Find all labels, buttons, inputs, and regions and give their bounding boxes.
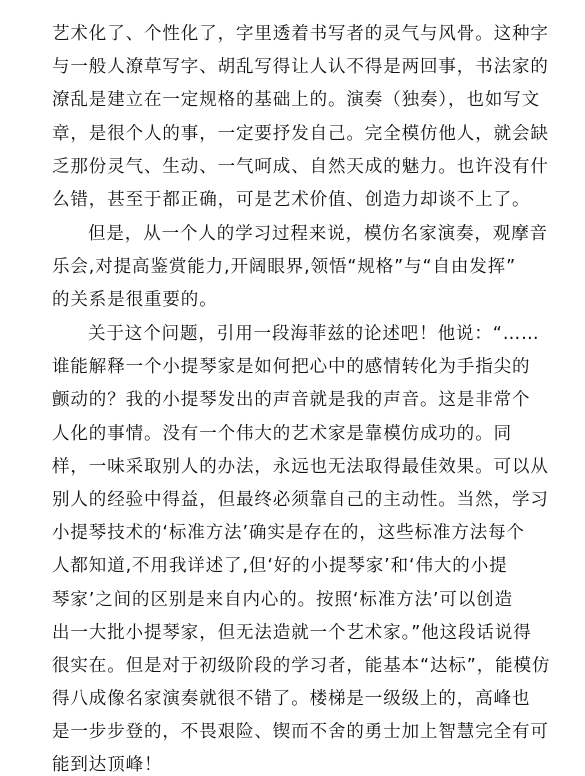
text-line: 章，是很个人的事，一定要抒发自己。完全模仿他人，就会缺 bbox=[52, 123, 549, 144]
text-line: 得八成像名家演奏就很不错了。楼梯是一级级上的，高峰也 bbox=[52, 689, 531, 710]
text-line: 小提琴技术的‘标准方法’确实是存在的，这些标准方法每个 bbox=[52, 523, 525, 544]
text-line: 关于这个问题，引用一段海菲兹的论述吧！他说：“…… bbox=[88, 324, 540, 344]
paragraph-2 bbox=[52, 218, 572, 318]
text-line: 潦乱是建立在一定规格的基础上的。演奏（独奏），也如写文 bbox=[52, 90, 541, 111]
text-line: 别人的经验中得益，但最终必须靠自己的主动性。当然，学习 bbox=[52, 489, 549, 510]
text-line: 艺术化了、个性化了，字里透着书写者的灵气与风骨。这种字 bbox=[52, 24, 549, 44]
text-line: 乐会,对提高鉴赏能力,开阔眼界,领悟“规格”与“自由发挥” bbox=[52, 257, 517, 278]
text-line: 人化的事情。没有一个伟大的艺术家是靠模仿成功的。同 bbox=[52, 423, 512, 444]
paragraph-3 bbox=[52, 318, 572, 776]
text-line: 人都知道,不用我详述了,但‘好的小提琴家’和‘伟大的小提 bbox=[52, 556, 508, 577]
text-line: 谁能解释一个小提琴家是如何把心中的感情转化为手指尖的 bbox=[52, 357, 531, 378]
text-line: 是一步步登的，不畏艰险、锲而不舍的勇士加上智慧完全有可 bbox=[52, 722, 549, 743]
text-line: 但是，从一个人的学习过程来说，模仿名家演奏，观摩音 bbox=[88, 224, 548, 244]
text-line: 的关系是很重要的。 bbox=[52, 290, 218, 311]
text-line: 琴家’之间的区别是来自内心的。按照‘标准方法’可以创造 bbox=[52, 589, 513, 610]
text-line: 能到达顶峰！ bbox=[52, 755, 163, 776]
text-line: 么错，甚至于都正确，可是艺术价值、创造力却谈不上了。 bbox=[52, 189, 531, 210]
text-line: 与一般人潦草写字、胡乱写得让人认不得是两回事，书法家的 bbox=[52, 57, 549, 78]
text-line: 乏那份灵气、生动、一气呵成、自然天成的魅力。也许没有什 bbox=[52, 156, 549, 177]
text-line: 很实在。但是对于初级阶段的学习者，能基本“达标”，能模仿 bbox=[52, 655, 551, 676]
paragraph-1 bbox=[52, 18, 572, 217]
text-line: 颤动的？我的小提琴发出的声音就是我的声音。这是非常个 bbox=[52, 390, 531, 411]
text-line: 出一大批小提琴家，但无法造就一个艺术家。”他这段话说得 bbox=[52, 622, 532, 643]
text-line: 样，一味采取别人的办法，永远也无法取得最佳效果。可以从 bbox=[52, 456, 549, 477]
